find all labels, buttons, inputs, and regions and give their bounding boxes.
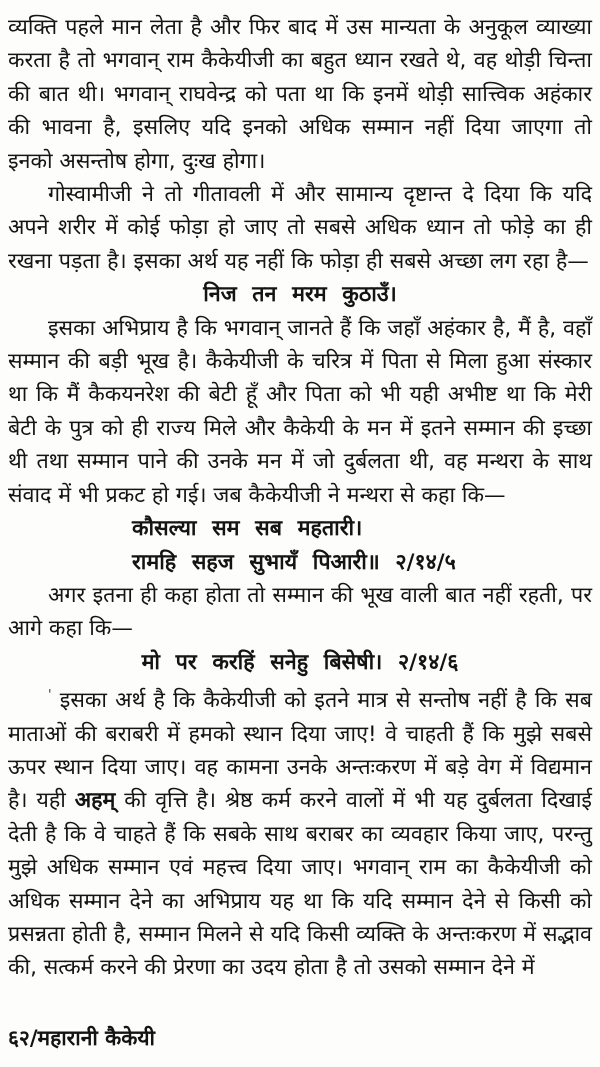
verse-line: निज तन मरम कुठाउँ।: [203, 282, 397, 308]
paragraph: [8, 312, 592, 512]
print-mark: ': [48, 688, 52, 704]
paragraph: [8, 11, 592, 178]
verse-quote: [8, 512, 592, 579]
book-title: महारानी कैकेयी: [37, 1026, 155, 1050]
verse-line: मो पर करहिं सनेहु बिसेषी। २/१४/६: [141, 649, 459, 675]
bold-term: अहम्: [74, 788, 116, 814]
verse-line: कौसल्या सम सब महतारी।: [132, 516, 363, 542]
verse-quote: [8, 646, 592, 679]
text-segment: की वृत्ति है। श्रेष्ठ कर्म करने वालों में भी यह दुर्बलता दिखाई देती है कि वे चाहते हैं कि सबके साथ बराबर का व्यवहार किया जाए, परन्तु मुझे अधिक सम्मान एवं महत्त्व दिया जाए। भगवान् राम का कैकेयीजी को अधिक सम्मान देने का अभिप्राय यह था कि यदि सम्मान देने से किसी को प्रसन्नता होती है, सम्मान मिलने से यदि किसी व्यक्ति के अन्तःकरण में सद्भाव की, सत्कर्म करने की प्रेरणा का उदय होता है तो उसको सम्मान देने में: [8, 788, 592, 981]
footer-separator: /: [29, 1026, 38, 1050]
verse-quote: [8, 278, 592, 311]
page-number: ६२: [8, 1026, 30, 1050]
text-segment: इसका अभिप्राय है कि भगवान् जानते हैं कि जहाँ अहंकार है, मैं है, वहाँ सम्मान की बड़ी भूख है। कैकेयीजी के चरित्र में पिता से मिला हुआ संस्कार था कि मैं कैकयनरेश की बेटी हूँ और पिता को भी यही अभीष्ट था कि मेरी बेटी के पुत्र को ही राज्य मिले और कैकेयी के मन में इतने सम्मान की इच्छा थी तथा सम्मान पाने की उनके मन में जो दुर्बलता थी, वह मन्थरा के साथ संवाद में भी प्रकट हो गई। जब कैकेयीजी ने मन्थरा से कहा कि—: [8, 315, 592, 508]
paragraph: [8, 178, 592, 278]
paragraph: [8, 579, 592, 646]
text-segment: व्यक्ति पहले मान लेता है और फिर बाद में उस मान्यता के अनुकूल व्याख्या करता है तो भगवान् राम कैकेयीजी का बहुत ध्यान रखते थे, वह थोड़ी चिन्ता की बात थी। भगवान् राघवेन्द्र को पता था कि इनमें थोड़ी सात्त्विक अहंकार की भावना है, इसलिए यदि इनको अधिक सम्मान नहीं दिया जाएगा तो इनको असन्तोष होगा, दुःख होगा।: [8, 15, 592, 174]
paragraph: [8, 679, 592, 985]
text-segment: गोस्वामीजी ने तो गीतावली में और सामान्य दृष्टान्त दे दिया कि यदि अपने शरीर में कोई फोड़ा हो जाए तो सबसे अधिक ध्यान तो फोड़े का ही रखना पड़ता है। इसका अर्थ यह नहीं कि फोड़ा ही सबसे अच्छा लग रहा है—: [8, 182, 592, 274]
text-segment: अगर इतना ही कहा होता तो सम्मान की भूख वाली बात नहीं रहती, पर आगे कहा कि—: [8, 582, 592, 642]
text-segment: इसका अर्थ है कि कैकेयीजी को इतने मात्र से सन्तोष नहीं है कि सब माताओं की बराबरी में हमको स्थान दिया जाए! वे चाहती हैं कि मुझे सबसे ऊपर स्थान दिया जाए। वह कामना उनके अन्तःकरण में बड़े वेग में विद्यमान है। यही: [8, 688, 592, 814]
page-footer: [8, 1025, 155, 1051]
verse-line: रामहि सहज सुभायँ पिआरी॥ २/१४/५: [132, 549, 456, 575]
